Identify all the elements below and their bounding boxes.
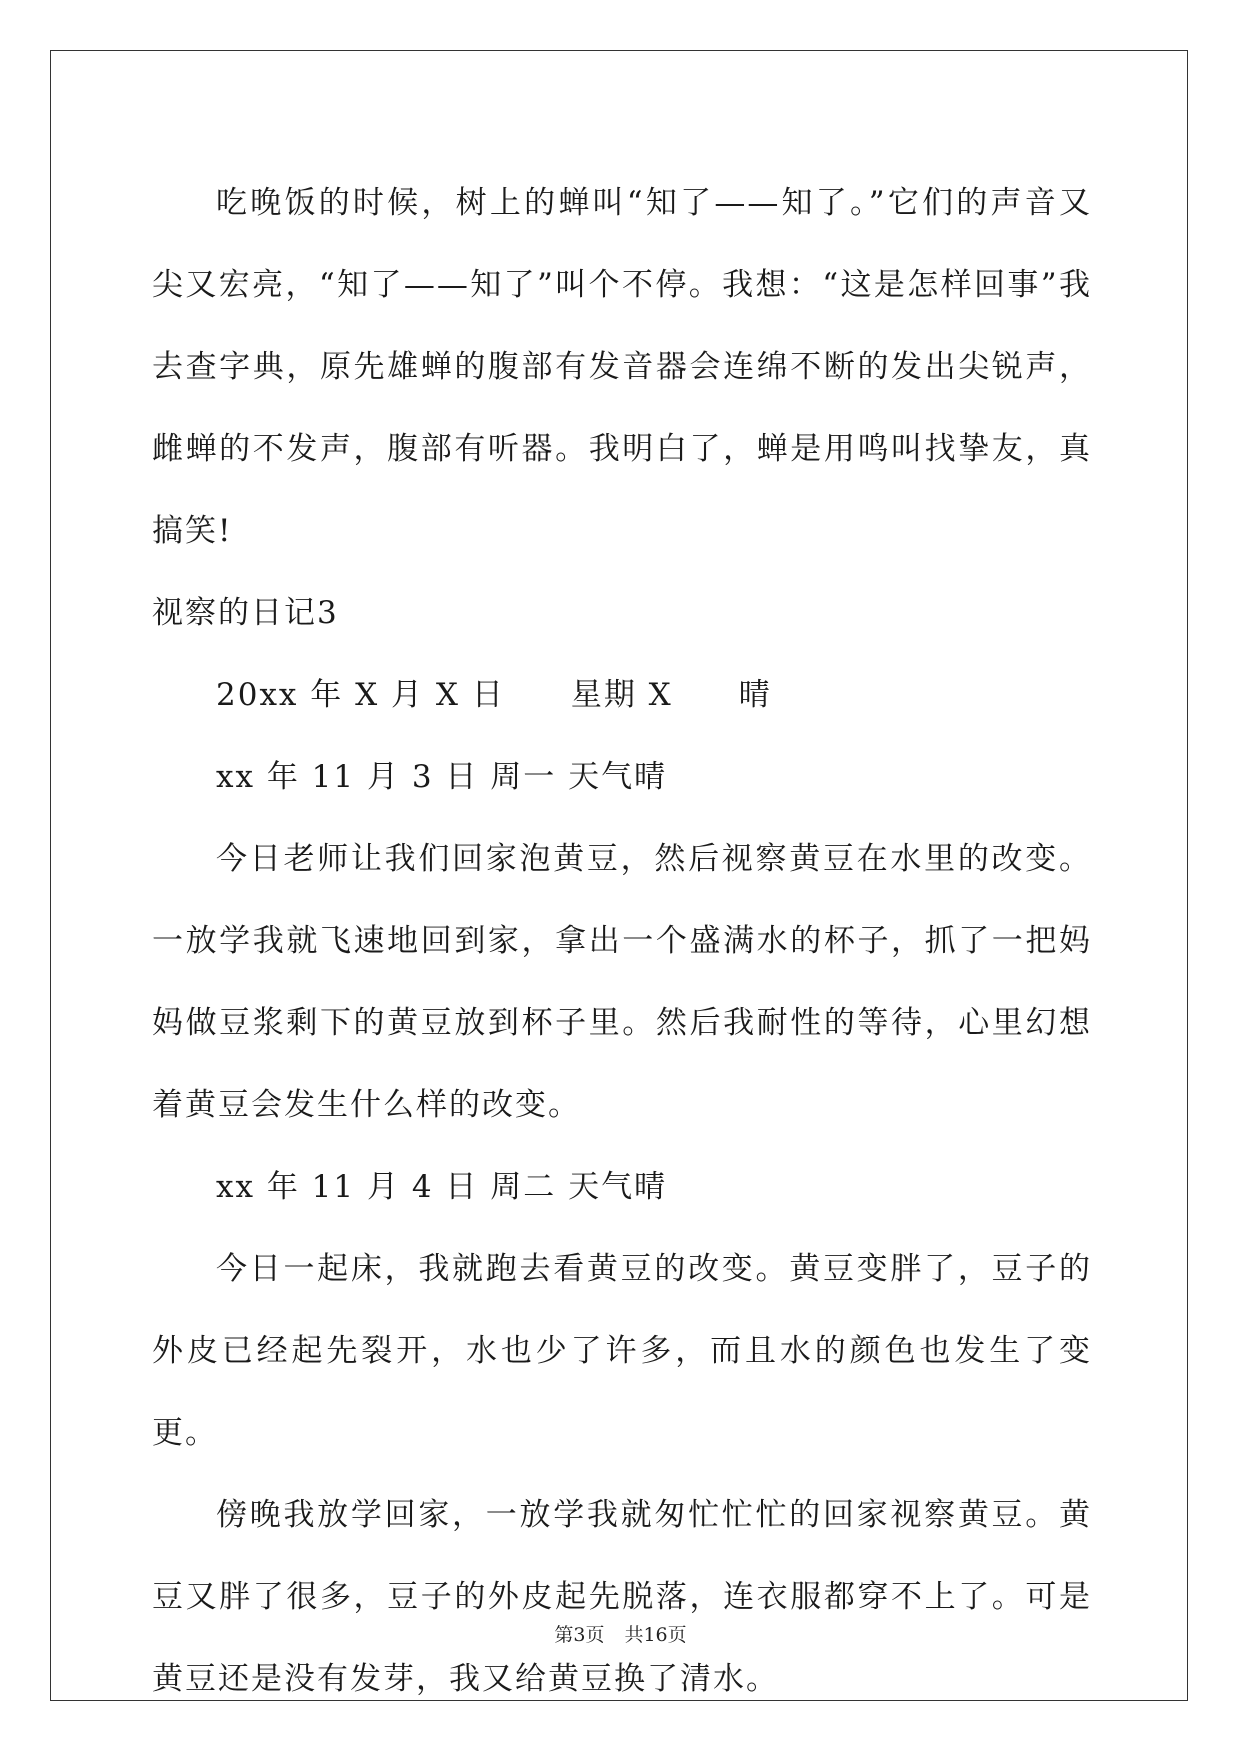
paragraph-cicada: 吃晚饭的时候，树上的蝉叫“知了——知了。”它们的声音又尖又宏亮，“知了——知了”叫个不停。我想：“这是怎样回事”我去查字典，原先雄蝉的腹部有发音器会连绵不断的发出尖锐声，雌蝉的不发声，腹部有听器。我明白了，蝉是用鸣叫找挚友，真搞笑! [152,185,1092,549]
paragraph-morning-check: 今日一起床，我就跑去看黄豆的改变。黄豆变胖了，豆子的外皮已经起先裂开，水也少了许多，而且水的颜色也发生了变更。 [152,1251,1092,1451]
document-body [152,162,1092,1720]
page-total: 共16页 [624,1624,687,1646]
paragraph-soak-beans: 今日老师让我们回家泡黄豆，然后视察黄豆在水里的改变。一放学我就飞速地回到家，拿出一个盛满水的杯子，抓了一把妈妈做豆浆剩下的黄豆放到杯子里。然后我耐性的等待，心里幻想着黄豆会发生什么样的改变。 [152,841,1092,1123]
page-number: 第3页 [554,1624,605,1646]
entry-date-2: xx 年 11 月 4 日 周二 天气晴 [216,1169,668,1205]
section-title: 视察的日记3 [152,595,339,631]
paragraph-evening-check: 傍晚我放学回家，一放学我就匆忙忙忙的回家视察黄豆。黄豆又胖了很多，豆子的外皮起先脱落，连衣服都穿不上了。可是黄豆还是没有发芽，我又给黄豆换了清水。 [152,1497,1092,1697]
entry-date-1: xx 年 11 月 3 日 周一 天气晴 [216,759,668,795]
page-footer [0,1620,1241,1647]
date-line: 20xx 年 X 月 X 日 星期 X 晴 [216,677,772,713]
